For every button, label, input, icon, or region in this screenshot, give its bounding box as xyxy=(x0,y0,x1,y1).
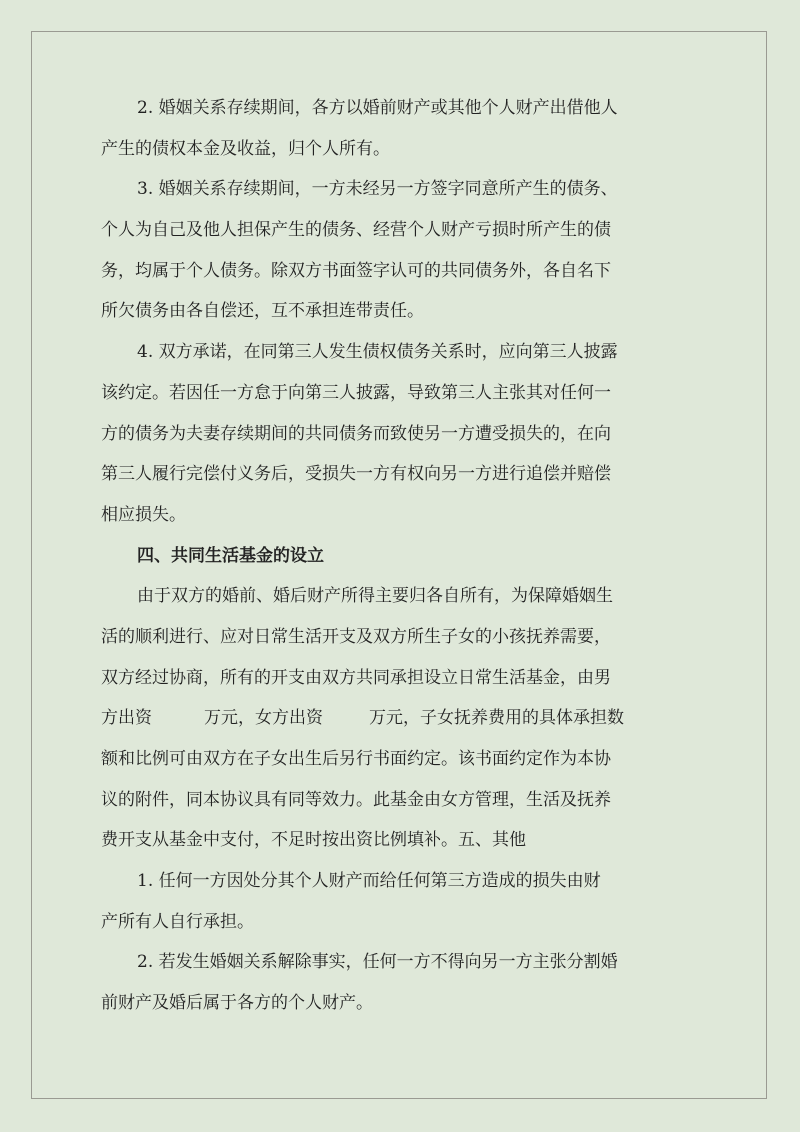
paragraph-line: 3. 婚姻关系存续期间，一方未经另一方签字同意所产生的债务、 xyxy=(137,179,618,200)
contribution-rest: 万元，子女抚养费用的具体承担数 xyxy=(369,708,624,729)
paragraph-line: 方的债务为夫妻存续期间的共同债务而致使另一方遭受损失的，在向 xyxy=(101,423,611,444)
blank-amount-male xyxy=(152,698,204,739)
paragraph-line: 活的顺利进行、应对日常生活开支及双方所生子女的小孩抚养需要， xyxy=(101,626,611,647)
paragraph-line: 务，均属于个人债务。除双方书面签字认可的共同债务外，各自名下 xyxy=(101,260,611,281)
paragraph-line: 额和比例可由双方在子女出生后另行书面约定。该书面约定作为本协 xyxy=(101,749,611,769)
paragraph-line: 由于双方的婚前、婚后财产所得主要归各自所有，为保障婚姻生 xyxy=(137,586,613,607)
paragraph-line: 该约定。若因任一方怠于向第三人披露，导致第三人主张其对任何一 xyxy=(101,382,611,403)
paragraph-line: 个人为自己及他人担保产生的债务、经营个人财产亏损时所产生的债 xyxy=(101,220,611,241)
document-body xyxy=(101,88,701,1024)
paragraph-line: 费开支从基金中支付，不足时按出资比例填补。五、其他 xyxy=(101,830,526,851)
paragraph-line: 产所有人自行承担。 xyxy=(101,911,254,932)
paragraph-line: 所欠债务由各自偿还，互不承担连带责任。 xyxy=(101,301,424,322)
paragraph-line: 相应损失。 xyxy=(101,504,186,525)
paragraph-line: 2. 若发生婚姻关系解除事实，任何一方不得向另一方主张分割婚 xyxy=(137,952,618,973)
paragraph-line: 议的附件，同本协议具有同等效力。此基金由女方管理，生活及抚养 xyxy=(101,789,611,810)
contribution-male-label: 方出资 xyxy=(101,708,152,729)
paragraph-line: 第三人履行完偿付义务后，受损失一方有权向另一方进行追偿并赔偿 xyxy=(101,464,611,485)
blank-amount-female xyxy=(323,698,369,739)
paragraph-line: 1. 任何一方因处分其个人财产而给任何第三方造成的损失由财 xyxy=(137,871,601,892)
paragraph-line: 双方经过协商，所有的开支由双方共同承担设立日常生活基金，由男 xyxy=(101,667,611,688)
paragraph-line: 前财产及婚后属于各方的个人财产。 xyxy=(101,993,373,1014)
section-heading: 四、共同生活基金的设立 xyxy=(137,545,324,566)
contribution-female-label: 万元，女方出资 xyxy=(204,708,323,729)
paragraph-line: 2. 婚姻关系存续期间，各方以婚前财产或其他个人财产出借他人 xyxy=(137,98,618,118)
paragraph-line-with-blanks xyxy=(101,698,701,739)
paragraph-line: 4. 双方承诺，在同第三人发生债权债务关系时，应向第三人披露 xyxy=(137,342,618,363)
paragraph-line: 产生的债权本金及收益，归个人所有。 xyxy=(101,138,390,159)
